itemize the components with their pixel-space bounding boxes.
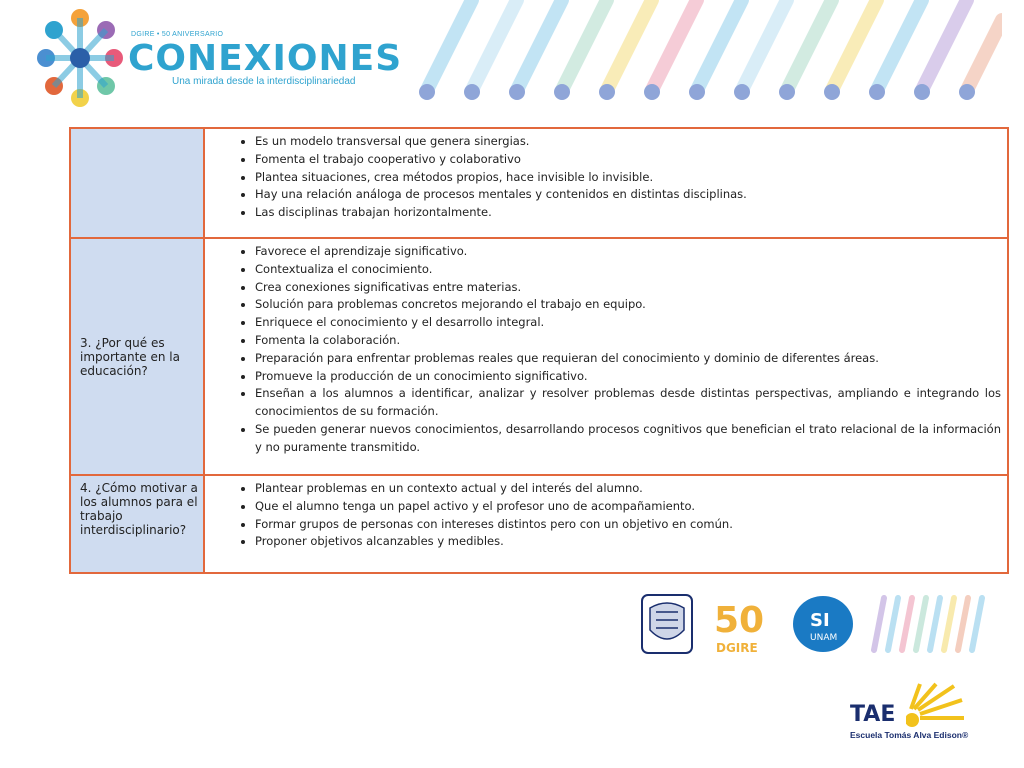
list-item: • Crea conexiones significativas entre materias. [255, 279, 1001, 297]
list-item: • Solución para problemas concretos mejorando el trabajo en equipo. [255, 296, 1001, 314]
table-row [70, 238, 1008, 475]
list-item: • Las disciplinas trabajan horizontalmente. [255, 204, 1001, 222]
partner-logos [638, 590, 988, 660]
list-item: • Contextualiza el conocimiento. [255, 261, 1001, 279]
tae-subtitle: Escuela Tomás Alva Edison® [850, 730, 969, 740]
question-cell [70, 238, 204, 475]
dgire-50-logo [714, 600, 764, 655]
list-item: • Es un modelo transversal que genera sinergias. [255, 133, 1001, 151]
sun-rays-icon [906, 682, 966, 728]
list-item: • Formar grupos de personas con intereses distintos pero con un objetivo en común. [255, 516, 1001, 534]
si-label: SI [810, 610, 830, 631]
tae-logo [850, 682, 970, 742]
list-item: • Preparación para enfrentar problemas reales que requieran del conocimiento y dominio de diferentes áreas. [255, 350, 1001, 368]
dgire-label: DGIRE [716, 641, 758, 655]
answer-cell [204, 238, 1008, 475]
list-item: • Plantear problemas en un contexto actual y del interés del alumno. [255, 480, 1001, 498]
list-item: • Promueve la producción de un conocimiento significativo. [255, 368, 1001, 386]
list-item: • Enriquece el conocimiento y el desarrollo integral. [255, 314, 1001, 332]
list-item: • Que el alumno tenga un papel activo y el profesor uno de acompañamiento. [255, 498, 1001, 516]
list-item: • Se pueden generar nuevos conocimientos, desarrollando procesos cognitivos que benefician el trato relacional de la información y no puramente transmitido. [255, 421, 1001, 457]
si-unam-logo [793, 596, 853, 652]
answer-cell [204, 128, 1008, 238]
logo-subtitle: Una mirada desde la interdisciplinariedad [172, 76, 356, 87]
answer-list [205, 480, 1001, 551]
list-item: • Enseñan a los alumnos a identificar, analizar y resolver problemas desde distintas perspectivas, ampliando e integrando los conocimientos de su formación. [255, 385, 1001, 421]
answer-cell [204, 475, 1008, 573]
table-row [70, 475, 1008, 573]
answer-list [205, 133, 1001, 222]
list-item: • Fomenta la colaboración. [255, 332, 1001, 350]
list-item: • Proponer objetivos alcanzables y medibles. [255, 533, 1001, 551]
answer-list [205, 243, 1001, 457]
conexiones-logo-mark-icon [36, 8, 128, 108]
question-cell [70, 128, 204, 238]
logo-title: CONEXIONES [128, 38, 403, 79]
decorative-stripes-banner [412, 0, 1002, 110]
svg-text:50: 50 [714, 600, 765, 641]
list-item: • Plantea situaciones, crea métodos propios, hace invisible lo invisible. [255, 169, 1001, 187]
conexiones-stripes-icon [874, 598, 982, 650]
question-text [72, 130, 202, 138]
question-text: 3. ¿Por qué es importante en la educación? [80, 335, 180, 378]
question-cell [70, 475, 204, 573]
list-item: • Fomenta el trabajo cooperativo y colaborativo [255, 151, 1001, 169]
tae-title: TAE [850, 702, 896, 727]
logo-small-text: DGIRE • 50 ANIVERSARIO [131, 31, 224, 38]
unam-label: UNAM [810, 633, 838, 643]
question-text: 4. ¿Cómo motivar a los alumnos para el trabajo interdisciplinario? [80, 481, 198, 537]
interdisciplinary-table [69, 127, 1009, 574]
conexiones-logo [36, 8, 403, 108]
list-item: • Favorece el aprendizaje significativo. [255, 243, 1001, 261]
unam-shield-icon [642, 595, 692, 653]
list-item: • Hay una relación análoga de procesos mentales y contenidos en distintas disciplinas. [255, 186, 1001, 204]
table-row [70, 128, 1008, 238]
